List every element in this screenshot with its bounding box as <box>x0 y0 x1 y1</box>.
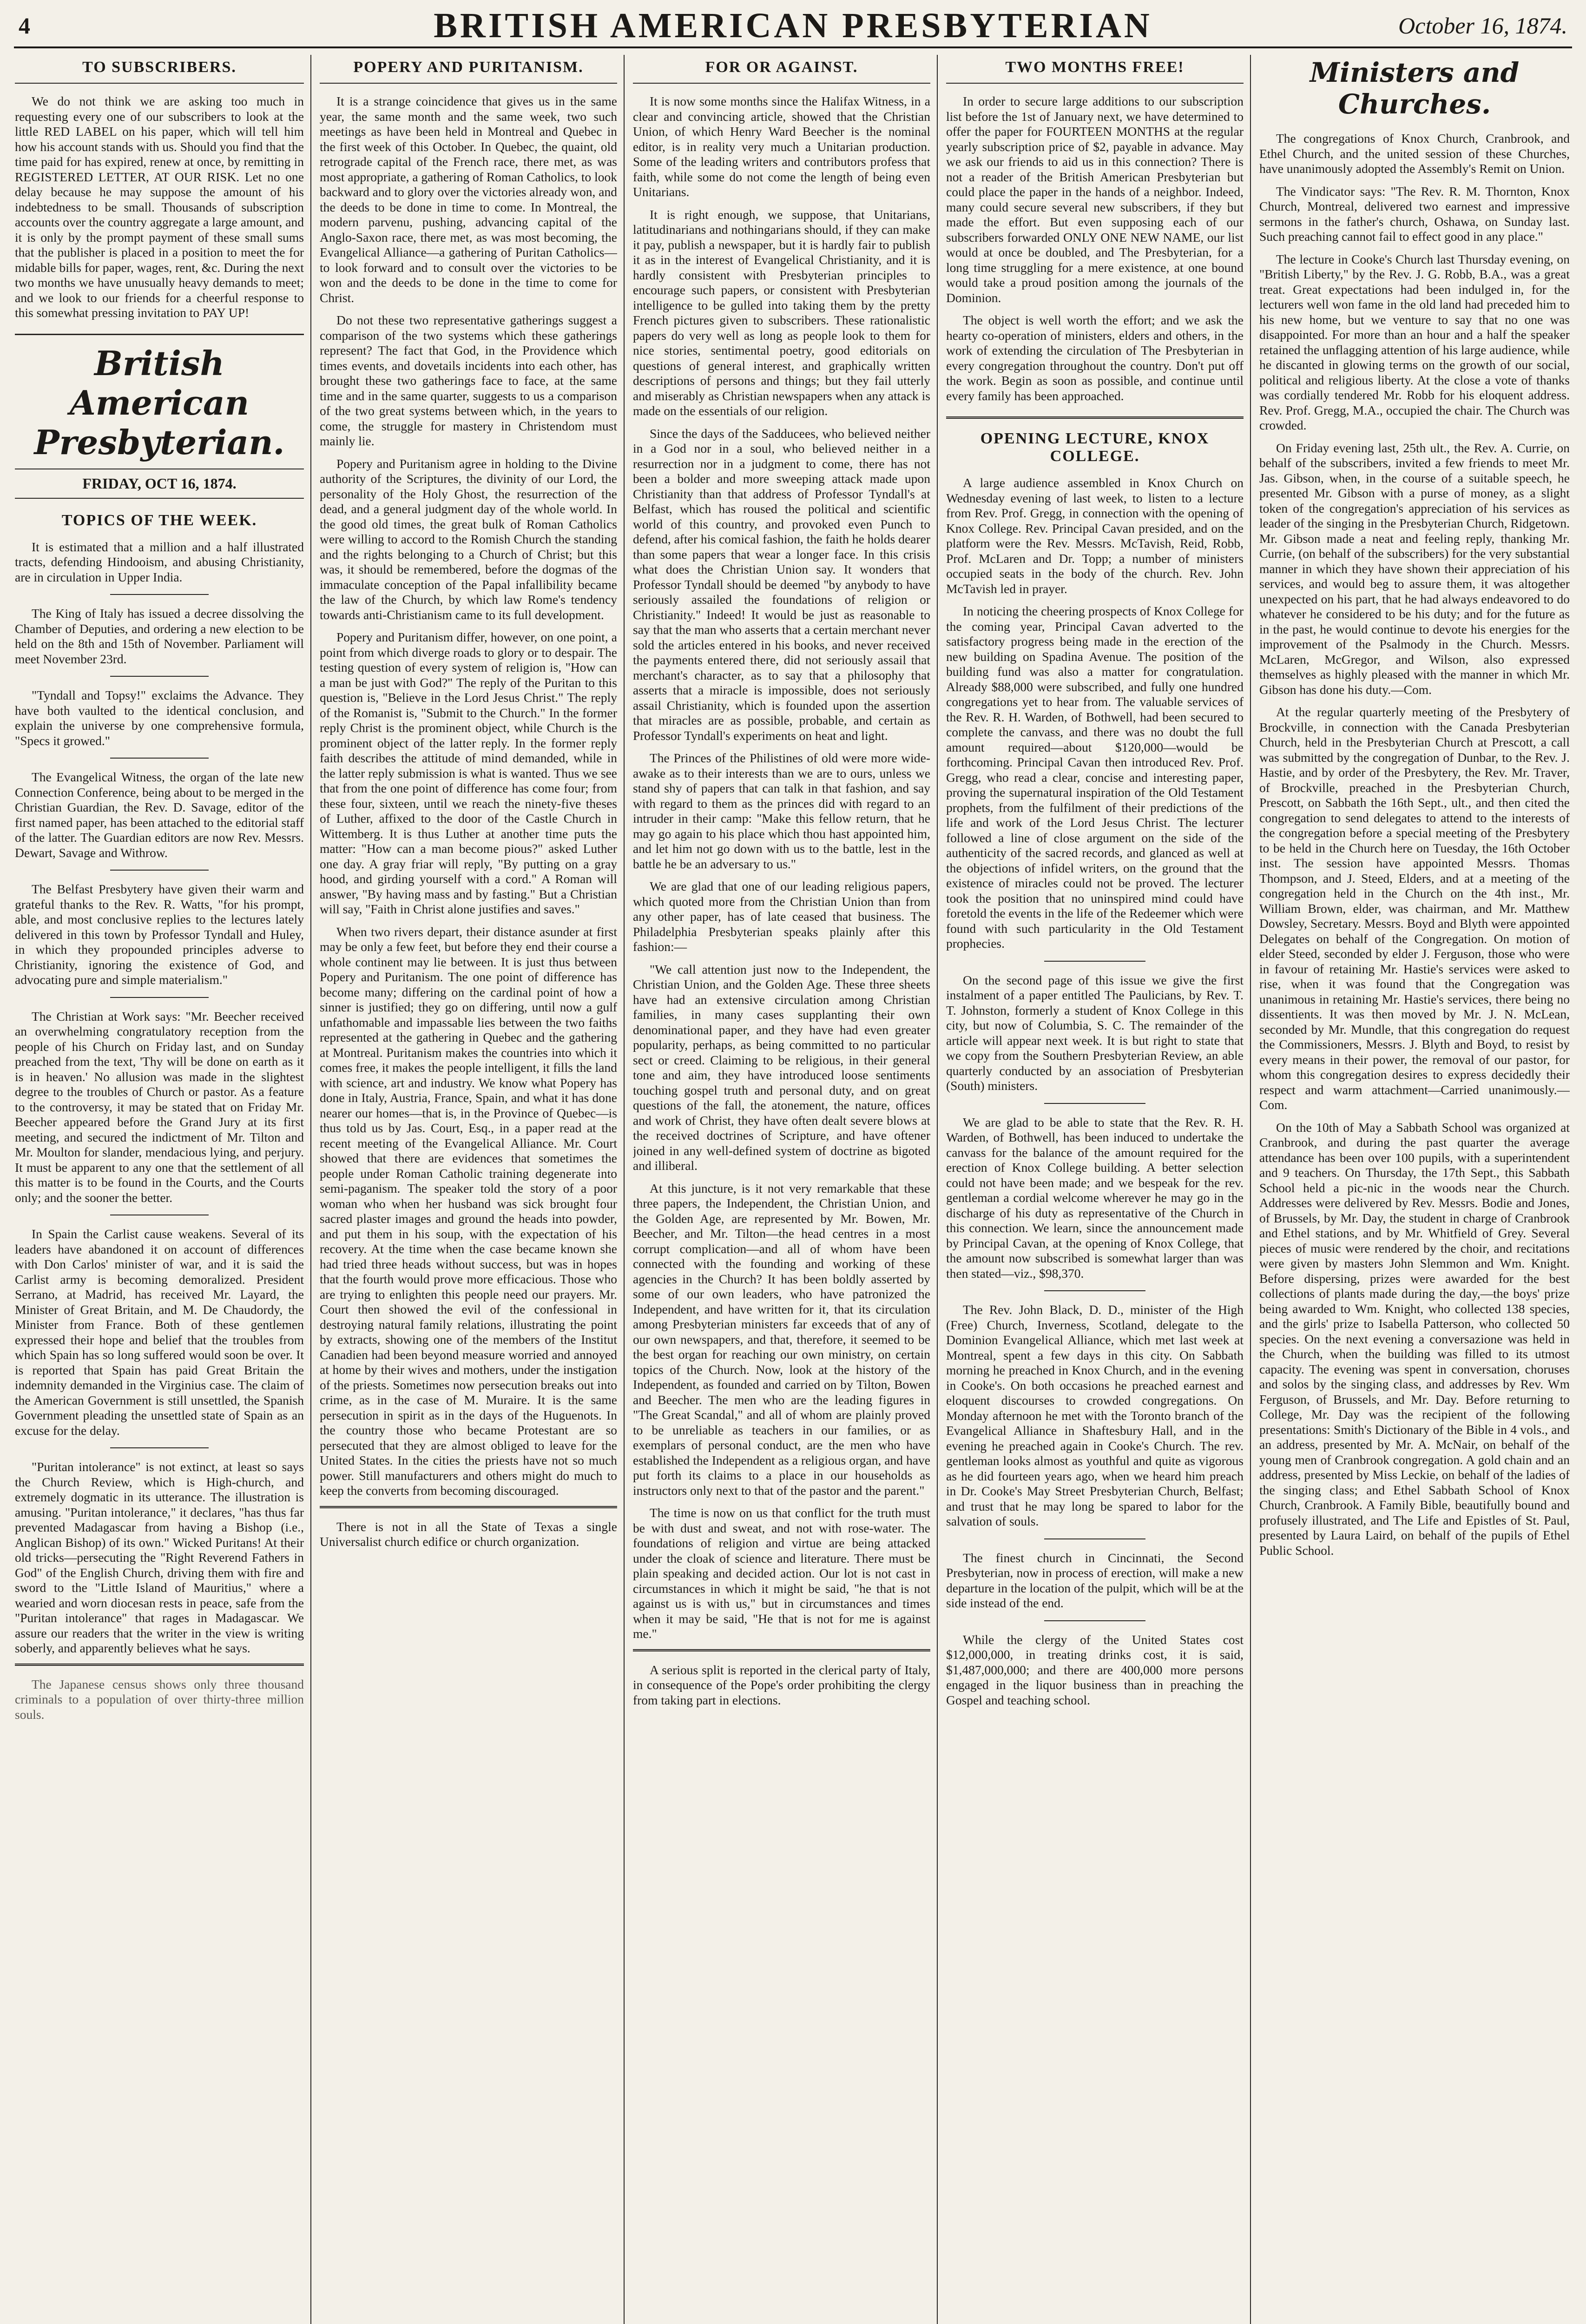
article-paragraph: The King of Italy has issued a decree dissolving the Chamber of Deputies, and ordering a new election to be held on the 8th and 15th of November. Parliament will meet November 23rd. <box>15 606 304 666</box>
article-paragraph: It is now some months since the Halifax Witness, in a clear and convincing article, showed that the Christian Union, of which Henry Ward Beecher is the nominal editor, is in reality very much a Unitarian production. Some of the leading writers and contributors profess that faith, while some do not come the length of being even Unitarians. <box>633 94 930 199</box>
article-paragraph: The time is now on us that conflict for the truth must be with dust and sweat, and not with rose-water. The foundations of religion and virtue are being attacked under the cloak of science and literature. There must be plain speaking and decided action. Our lot is not cast in circumstances in which it might be said, "he that is not against us is with us," but in circumstances and times when it may be said, "He that is not for me is against me." <box>633 1505 930 1641</box>
divider <box>320 1506 617 1508</box>
article-for-or-against <box>633 59 930 1708</box>
section-heading: Ministers and Churches. <box>1310 57 1520 120</box>
article-paragraph: On Friday evening last, 25th ult., the Rev. A. Currie, on behalf of the subscribers, invited a few friends to meet Mr. Jas. Gibson, when, in the course of a suitable speech, he presented Mr. Gibson with a purse of money, as a slight token of the congregation's appreciation of his services as leader of the singing in the Presbyterian Church, Ridgetown. Mr. Gibson made a neat and feeling reply, thanking Mr. Currie, (on behalf of the subscribers) for the very substantial manner in which they have shown their appreciation of his services, and would beg to assure them, it was altogether unexpected on his part, that he had always endeavored to do whatever he considered to be his duty; and for the future as in the past, he would continue to devote his energies for the improvement of the Psalmody in the Church. Messrs. McLaren, McGregor, and Wilson, also expressed themselves as highly pleased with the manner in which Mr. Gibson has done his duty.—Com. <box>1259 440 1570 697</box>
column-1 <box>15 55 304 2324</box>
divider <box>110 594 208 595</box>
divider <box>633 1649 930 1651</box>
divider <box>1044 1103 1145 1104</box>
article-paragraph: When two rivers depart, their distance asunder at first may be only a few feet, but before they end their course a whole continent may lie between. It is just thus between Popery and Puritanism. The one point of difference has become many; differing on the cardinal point of how a sinner is justified; they go on differing, until now a gulf unfathomable and impassable lies between the two faiths represented at the gathering in Quebec and the gathering at Montreal. Puritanism makes the countries into which it comes free, it makes the people intelligent, it fills the land with science, art and industry. We know what Popery has done in Italy, Austria, France, Spain, and what it has done nearer our homes—that is, in the Province of Quebec—is thus told us by Jas. Court, Esq., in a paper read at the recent meeting of the Evangelical Alliance. Mr. Court showed that there are evidences that sometimes the people under Roman Catholic training degenerate into semi-paganism. The speaker told the story of a poor woman who when her husband was sick brought four sacred plaster images and ground the heads into powder, and put them in his soup, with the expectation of his recovery. At the time when the case became known she had tried three heads without success, but was in hopes that the fourth would prove more efficacious. Those who are trying to enlighten this people need our prayers. Mr. Court then showed the evil of the confessional in destroying natural family relations, illustrating the point by extracts, showing one of the members of the Institut Canadien had been beyond measure worried and annoyed at home by their wives and mothers, under the instigation of the priests. Sometimes now persecution breaks out into crime, as in the case of M. Muraire. It is the same persecution in spirit as in the days of the Huguenots. In the country those who became Protestant are so persecuted that they are almost obliged to leave for the United States. In the cities the priests have not so much power. Still manufacturers and others might do much to keep the converts from becoming discouraged. <box>320 924 617 1498</box>
divider <box>1044 1538 1145 1539</box>
article-paragraph: The Rev. John Black, D. D., minister of the High (Free) Church, Inverness, Scotland, delegate to the Dominion Evangelical Alliance, which met last week at Montreal, spent a few days in this city. On Sabbath morning he preached in Knox Church, and in the evening in Cooke's. On both occasions he preached earnest and eloquent discourses to crowded congregations. On Monday afternoon he met with the Toronto branch of the Evangelical Alliance in Shaftesbury Hall, and in the evening he preached again in Cooke's Church. The rev. gentleman looks almost as youthful and quite as vigorous as he did fourteen years ago, when we heard him preach in Dr. Cooke's May Street Presbyterian Church, Belfast; and trust that he may long be spared to labor for the salvation of souls. <box>946 1302 1244 1528</box>
article-popery-and-puritanism <box>320 59 617 1550</box>
dateline: FRIDAY, OCT 16, 1874. <box>15 469 304 499</box>
article-paragraph: The Japanese census shows only three thousand criminals to a population of over thirty-three million souls. <box>15 1677 304 1722</box>
divider <box>15 1664 304 1666</box>
article-heading: TOPICS OF THE WEEK. <box>61 511 257 529</box>
divider <box>1044 1290 1145 1291</box>
masthead <box>0 0 1586 44</box>
article-paragraph: The Vindicator says: "The Rev. R. M. Thornton, Knox Church, Montreal, delivered two earnest and impressive sermons in the father's church, Oshawa, on Sunday last. Such preaching cannot fail to effect good in any place." <box>1259 184 1570 244</box>
article-paragraph: In Spain the Carlist cause weakens. Several of its leaders have abandoned it on account of differences with Don Carlos' minister of war, and it is said the Carlist army is becoming demoralized. President Serrano, at Madrid, has received Mr. Layard, the Minister of Great Britain, and M. De Chaudordy, the Minister from France. Both of these gentlemen expressed their hope and belief that the troubles from which Spain has so long suffered would soon be over. It is reported that Spain has paid Great Britain the indemnity demanded in the Virginius case. The claim of the American Government is still unsettled, the Spanish Government pleading the unsettled state of Spain as an excuse for the delay. <box>15 1227 304 1438</box>
paper-nameplate: British American Presbyterian. <box>15 334 304 462</box>
article-paragraph: It is estimated that a million and a half illustrated tracts, defending Hindooism, and abusing Christianity, are in circulation in Upper India. <box>15 539 304 584</box>
divider <box>110 870 208 871</box>
divider <box>1044 961 1145 962</box>
column-2 <box>320 55 617 2324</box>
article-paragraph: It is a strange coincidence that gives us in the same year, the same month and the same week, two such meetings as have been held in Montreal and Quebec in the first week of this October. In Quebec, the quaint, old retrograde capital of the French race, there met, as was most appropriate, a gathering of Roman Catholics, to look backward and to glory over the victories already won, and the deeds to be done in time to come. In Montreal, the modern parvenu, pushing, advancing capital of the Anglo-Saxon race, there met, as was most becoming, the Evangelical Alliance—a gathering of Puritan Catholics—to look forward and to consult over the victories to be won and the deeds to be done in the time to come for Christ. <box>320 94 617 305</box>
article-heading: OPENING LECTURE, KNOX COLLEGE. <box>980 430 1210 465</box>
article-paragraph: Popery and Puritanism differ, however, on one point, a point from which diverge roads to glory or to despair. The testing question of every system of religion is, "How can a man be just with God?" The reply of the Puritan to this question is, "Believe in the Lord Jesus Christ." The reply of the Romanist is, "Submit to the Church." In the former reply Christ is the prominent object, while Church is the prominent object of the latter reply. In the former reply faith describes the attitude of mind demanded, while in the latter reply submission is what is wanted. Thus we see that from the one point of difference has come four; from these four, sixteen, until we reach the ninety-five theses of Luther, affixed to the door of the Castle Church in Wittemberg. It is thus Luther at another time puts the matter: "How can a man become pious?" asked Luther one day. A gray friar will reply, "By putting on a gray hood, and girding yourself with a cord." A Roman will answer, "By having mass and by fasting." But a Christian will say, "Faith in Christ alone justifies and saves." <box>320 630 617 916</box>
article-opening-lecture-knox-college <box>946 430 1244 1708</box>
article-ministers-and-churches <box>1259 57 1570 1558</box>
article-heading: FOR OR AGAINST. <box>633 59 930 84</box>
article-two-months-free <box>946 59 1244 403</box>
article-paragraph: We are glad that one of our leading religious papers, which quoted more from the Christian Union than from any other paper, has of late ceased that business. The Philadelphia Presbyterian speaks plainly after this fashion:— <box>633 879 930 954</box>
article-paragraph: In noticing the cheering prospects of Knox College for the coming year, Principal Cavan adverted to the satisfactory progress being made in the erection of the new building on Spadina Avenue. The position of the building fund was also a matter for congratulation. Already $88,000 were subscribed, and fully one hundred congregations yet to hear from. The valuable services of the Rev. R. H. Warden, of Bothwell, had been secured to complete the canvass, and there was no doubt the full amount required—about $120,000—would be forthcoming. Principal Cavan then introduced Rev. Prof. Gregg, who read a clear, concise and interesting paper, proving the supernatural inspiration of the Old Testament prophets, from the fulfilment of their predictions of the life and work of the Lord Jesus Christ. The lecturer followed a line of close argument on the side of the authenticity of the sacred records, and glanced as well at the objections of infidel writers, on the ground that the existence of miracles could not be proved. The lecturer took the position that no uninspired mind could have foretold the events in the life of the Redeemer which were found with such particularity in the Old Testament prophecies. <box>946 604 1244 951</box>
article-paragraph: It is right enough, we suppose, that Unitarians, latitudinarians and nothingarians should, if they can make it pay, publish a newspaper, but it is hardly fair to publish it as in the interest of Evangelical Christianity, and it is hardly consistent with Presbyterian principles to encourage such papers, or consistent with Presbyterian intelligence to be gulled into taking them by the pretty French pictures given to subscribers. These rationalistic papers do very well as long as people look to them for nice stories, sentimental poetry, good editorials on questions of general interest, and graphically written descriptions of persons and things; but they fail utterly and miserably as Christian newspapers when any attack is made on the essentials of our religion. <box>633 207 930 418</box>
article-paragraph: We do not think we are asking too much in requesting every one of our subscribers to look at the little RED LABEL on his paper, which will tell him how his account stands with us. Should you find that the time paid for has expired, renew at once, by remitting in REGISTERED LETTER, AT OUR RISK. Let no one delay because he may suppose the amount of his indebtedness to be small. Thousands of subscription accounts over the country aggregate a large amount, and it is only by the prompt payment of these small sums that the publisher is placed in a position to meet the for midable bills for paper, wages, rent, &c. During the next two months we have unusually heavy demands to meet; and we look to our friends for a cheerful response to this somewhat pressing invitation to PAY UP! <box>15 94 304 320</box>
article-topics-of-the-week <box>15 512 304 1723</box>
article-paragraph: The Evangelical Witness, the organ of the late new Connection Conference, being about to be merged in the Christian Guardian, the Rev. D. Savage, editor of the first named paper, has been attached to the editorial staff of the latter. The Guardian editors are now Rev. Messrs. Dewart, Savage and Withrow. <box>15 770 304 860</box>
article-paragraph: Do not these two representative gatherings suggest a comparison of the two systems which these gatherings represent? The fact that God, in the Providence which times events, and dovetails incidents into each other, has brought these two gatherings face to face, at the same time and in the same quarter, suggests to us a comparison of the two great systems between which, in the years to come, the struggle for mastery in Christendom must mainly lie. <box>320 313 617 448</box>
divider <box>110 1447 208 1448</box>
article-heading: POPERY AND PURITANISM. <box>320 59 617 84</box>
article-paragraph: The Princes of the Philistines of old were more wide-awake as to their interests than we are to ours, unless we stand shy of papers that can talk in that fashion, and say with regard to them as the princes did with regard to an intruder in their camp: "Make this fellow return, that he may go again to his place which thou hast appointed him, and let him not go down with us to the battle, lest in the battle he be an adversary to us." <box>633 751 930 871</box>
column-3 <box>633 55 930 2324</box>
article-paragraph: A large audience assembled in Knox Church on Wednesday evening of last week, to listen to a lecture from Rev. Prof. Gregg, in connection with the opening of Knox College. Rev. Principal Cavan presided, and on the platform were the Rev. Messrs. McTavish, Reid, Robb, Prof. McLaren and Dr. Topp; a number of ministers occupied seats in the body of the church. Rev. John McTavish led in prayer. <box>946 475 1244 596</box>
article-to-subscribers <box>15 59 304 321</box>
column-divider <box>1250 55 1251 2324</box>
article-heading: TWO MONTHS FREE! <box>946 59 1244 84</box>
divider <box>110 758 208 759</box>
newspaper-title: BRITISH AMERICAN PRESBYTERIAN <box>434 6 1152 45</box>
column-divider <box>937 55 938 2324</box>
article-paragraph: In order to secure large additions to our subscription list before the 1st of January next, we have determined to offer the paper for FOURTEEN MONTHS at the regular yearly subscription price of $2, payable in advance. May we ask our friends to aid us in this connection? There is not a reader of the British American Presbyterian but could place the paper in the hands of a neighbor. Indeed, many could secure several new subscribers, if they but made the effort. But even supposing each of our subscribers forwarded ONLY ONE NEW NAME, our list would at once be doubled, and The Presbyterian, for a long time struggling for a mere existence, at one bound would take a proud position among the journals of the Dominion. <box>946 94 1244 305</box>
article-quote: "We call attention just now to the Independent, the Christian Union, and the Golden Age. These three sheets have had an extensive circulation among Christian families, in many cases supplanting their own denominational paper, and they have had even greater popularity, perhaps, as being committed to no particular sect or creed. Claiming to be religious, in their general tone and aim, they have introduced loose sentiments touching gospel truth and personal duty, and on great questions of the fall, the atonement, the nature, offices and work of Christ, they have often dealt severe blows at the received doctrines of Scripture, and have oftener joined in any well-defined system of doctrine as bigoted and illiberal. <box>633 962 930 1173</box>
article-paragraph: The lecture in Cooke's Church last Thursday evening, on "British Liberty," by the Rev. J. G. Robb, B.A., was a great treat. Great expectations had been indulged in, for the lecturers well won fame in the old land had preceded him to his new home, but we venture to say that no one was disappointed. For more than an hour and a half the speaker retained the unflagging attention of his large audience, while he discanted in glowing terms on the growth of our social, political and religious liberty. At the close a vote of thanks was cordially tendered Mr. Robb for his eloquent address. Rev. Prof. Gregg, M.A., occupied the chair. The Church was crowded. <box>1259 251 1570 432</box>
article-paragraph: "Tyndall and Topsy!" exclaims the Advance. They have both vaulted to the identical conclusion, and explain the universe by one comprehensive formula, "Specs it growed." <box>15 688 304 748</box>
article-paragraph: A serious split is reported in the clerical party of Italy, in consequence of the Pope's order prohibiting the clergy from taking part in elections. <box>633 1662 930 1707</box>
article-paragraph: "Puritan intolerance" is not extinct, at least so says the Church Review, which is High-church, and extremely dogmatic in its utterance. The illustration is amusing. "Puritan intolerance," it declares, "has thus far prevented Madagascar from having a Bishop (i.e., Anglican Bishop) of its own." Wicked Puritans! At their old tricks—persecuting the "Right Reverend Fathers in God" of the English Church, driving them with fire and sword to the "Little Island of Mauritius," where a wearied and worn diocesan rests in peace, safe from the "Puritan intolerance" that rages in Madagascar. We assure our readers that the writer in the view is writing soberly, and apparently believes what he says. <box>15 1459 304 1655</box>
article-paragraph: The congregations of Knox Church, Cranbrook, and Ethel Church, and the united session of these Churches, have unanimously adopted the Assembly's Remit on Union. <box>1259 131 1570 176</box>
article-paragraph: The object is well worth the effort; and we ask the hearty co-operation of ministers, elders and others, in the work of extending the circulation of The Presbyterian in every congregation throughout the country. Don't put off the work. Begin as soon as possible, and continue until every family has been approached. <box>946 313 1244 403</box>
article-paragraph: The finest church in Cincinnati, the Second Presbyterian, now in process of erection, will make a new departure in the location of the pulpit, which will be at the side instead of the end. <box>946 1550 1244 1610</box>
column-divider <box>310 55 311 2324</box>
article-paragraph: While the clergy of the United States cost $12,000,000, in treating drinks cost, it is said, $1,487,000,000; and there are 400,000 more persons engaged in the liquor business than in preaching the Gospel and teaching school. <box>946 1632 1244 1707</box>
divider <box>110 997 208 998</box>
column-5 <box>1259 55 1570 2324</box>
page-number: 4 <box>19 13 30 39</box>
article-paragraph: We are glad to be able to state that the Rev. R. H. Warden, of Bothwell, has been induced to undertake the canvass for the balance of the amount required for the erection of Knox College building. A better selection could not have been made; and we bespeak for the rev. gentleman a cordial welcome wherever he may go in the discharge of his duty as representative of the Church in this connection. We learn, since the announcement made by Principal Cavan, at the opening of Knox College, that the amount now subscribed is somewhat larger than was then stated—viz., $98,370. <box>946 1115 1244 1281</box>
article-heading: TO SUBSCRIBERS. <box>15 59 304 84</box>
column-divider <box>624 55 625 2324</box>
article-paragraph: The Belfast Presbytery have given their warm and grateful thanks to the Rev. R. Watts, "for his prompt, able, and most conclusive replies to the lectures lately delivered in this town by Professor Tyndall and Huley, in which they propounded principles adverse to Christianity, ignoring the existence of God, and advocating pure and simple materialism." <box>15 882 304 987</box>
article-paragraph: The Christian at Work says: "Mr. Beecher received an overwhelming congratulatory reception from the people of his Church on Friday last, and on Sunday preached from the text, 'Thy will be done on earth as it is in heaven.' No allusion was made in the slightest degree to the troubles of Church or pastor. As a feature to the controversy, it may be stated that on Friday Mr. Beecher appeared before the Grand Jury at its first meeting, and secured the indictment of Mr. Tilton and Mr. Moulton for slander, mendacious lying, and perjury. It must be apparent to any one that the settlement of all this matter is to be found in the Courts, and the Courts only; and the sooner the better. <box>15 1009 304 1205</box>
article-paragraph: On the 10th of May a Sabbath School was organized at Cranbrook, and during the past quarter the average attendance has been over 100 pupils, with a superintendent and 9 teachers. On Thursday, the 17th Sept., this Sabbath School held a pic-nic in the woods near the Church. Addresses were delivered by Rev. Messrs. Bodie and Jones, of Brussels, by Mr. Day, the student in charge of Cranbrook and Ethel stations, and by Mr. Whitfield of Grey. Several pieces of music were rendered by the choir, and recitations were given by masters John Slemmon and Wm. Knight. Before dispersing, prizes were awarded for the best collections of plants made during the day,—the boys' prize being awarded to Wm. Knight, who collected 138 species, and the girls' prize to Isabella Patterson, who collected 50 species. On the next evening a conversazione was held in the Church, when the building was filled to its utmost capacity. The evening was spent in conversation, choruses and solos by the singing class, and addresses by Rev. Wm Ferguson, of Brussels, and Mr. Day. Before returning to College, Mr. Day was the recipient of the following presentations: Smith's Dictionary of the Bible in 4 vols., and an address, presented by Mr. A. McNair, on behalf of the young men of Cranbrook congregation. A gold chain and an address, presented by Miss Leckie, on behalf of the ladies of the singing class; and Ethel Sabbath School of Knox Church, Cranbrook. A Family Bible, beautifully bound and profusely illustrated, and The Life and Epistles of St. Paul, presented by Laura Laird, on behalf of the pupils of Ethel Public School. <box>1259 1120 1570 1558</box>
divider <box>110 676 208 677</box>
article-paragraph: On the second page of this issue we give the first instalment of a paper entitled The Paulicians, by Rev. T. T. Johnston, formerly a student of Knox College in this city, but now of Columbia, S. C. The remainder of the article will appear next week. It is but right to state that we copy from the Southern Presbyterian Review, an able quarterly conducted by an association of Presbyterian (South) ministers. <box>946 972 1244 1093</box>
article-paragraph: Popery and Puritanism agree in holding to the Divine authority of the Scriptures, the divinity of our Lord, the personality of the Holy Ghost, the resurrection of the dead, and a general judgment day of the whole world. In the good old times, the great bulk of Roman Catholics were willing to accord to the Romish Church the standing and the rights belonging to a Church of Christ; but this was, it should be remembered, before the dogmas of the immaculate conception of the Papal infallibility became the law of the Church, by which law Rome's tendency towards anti-Christianism came to its full development. <box>320 456 617 622</box>
issue-date: October 16, 1874. <box>1398 13 1567 39</box>
divider <box>1044 1620 1145 1621</box>
article-paragraph: Since the days of the Sadducees, who believed neither in a God nor in a soul, who believed neither in a resurrection nor in a judgment to come, there has not been a bolder and more sweeping attack made upon Christianity than that address of Professor Tyndall's at Belfast, which has roused the political and scientific world of this country, and provoked even Punch to defend, after his comical fashion, the faith he holds dearer than some papers that wear a longer face. In this crisis what does the Christian Union say. It wonders that Professor Tyndall should be deemed "by anybody to have seriously assailed the foundations of religion or Christianity." Indeed! It would be just as reasonable to say that the man who asserts that a certain merchant never sold the articles entered in his books, and never received the payments entered there, did not seriously assail that merchant's character, as to say that a philosophy that asserts that a miracle is impossible, does not seriously assail Christianity, which is founded upon the assertion that miracles are as possible, probable, and certain as Professor Tyndall's experiments on heat and light. <box>633 426 930 743</box>
masthead-rule <box>14 46 1572 48</box>
article-quote: At this juncture, is it not very remarkable that these three papers, the Independent, the Christian Union, and the Golden Age, are represented by Mr. Bowen, Mr. Beecher, and Mr. Tilton—the head centres in a most corrupt complication—and all of whom have been connected with the founding and working of these agencies in the Church? It has been boldly asserted by some of our own leaders, who have patronized the Independent, and have written for it, that its circulation among Presbyterian ministers far exceeds that of any of our own newspapers, and that, therefore, it seemed to be the best organ for reaching our own ministry, on certain topics of the Church. Now, look at the history of the Independent, as founded and carried on by Tilton, Bowen and Beecher. The men who are the leading figures in "The Great Scandal," and all of whom are plainly proved to be unreliable as teachers in our families, or as exemplars of personal conduct, are the men who have established the Independent as a religious organ, and have put forth its claims to a place in our households as instructors only next to that of the pastor and the parent." <box>633 1181 930 1498</box>
article-paragraph: At the regular quarterly meeting of the Presbytery of Brockville, in connection with the Canada Presbyterian Church, held in the Presbyterian Church at Prescott, a call was submitted by the congregation of Dunbar, to the Rev. J. Hastie, and by order of the Presbytery, the Rev. Mr. Traver, of Brockville, preached in the Presbyterian Church, Prescott, on Sabbath the 16th Sept., ult., and then cited the congregation to send delegates to attend to the interests of the congregation before a special meeting of the Presbytery to be held in the Church here on Tuesday, the 16th October inst. The session have appointed Messrs. Thomas Thompson, and J. Steed, Elders, and at a meeting of the congregation held in the Church on the 4th inst., Mr. William Brown, elder, was chairman, and Mr. Matthew Dowsley, Secretary. Messrs. Boyd and Blyth were appointed Delegates on behalf of the Congregation. On motion of elder Steed, seconded by elder J. Ferguson, those who were in favour of retaining Mr. Hastie's services were asked to rise, when it was found that the Congregation was unanimous in retaining Mr. Hastie's services, there being no dissentients. It was then moved by Mr. J. N. McLean, seconded by Mr. Mundle, that this congregation do request the Commissioners, Messrs. J. Blyth and Boyd, to resist by every means in their power, the removal of our pastor, for whom this congregation desires to express decidedly their respect and warm attachment—Carried unanimously.—Com. <box>1259 705 1570 1112</box>
article-paragraph: There is not in all the State of Texas a single Universalist church edifice or church organization. <box>320 1519 617 1549</box>
divider <box>946 416 1244 419</box>
column-4 <box>946 55 1244 2324</box>
